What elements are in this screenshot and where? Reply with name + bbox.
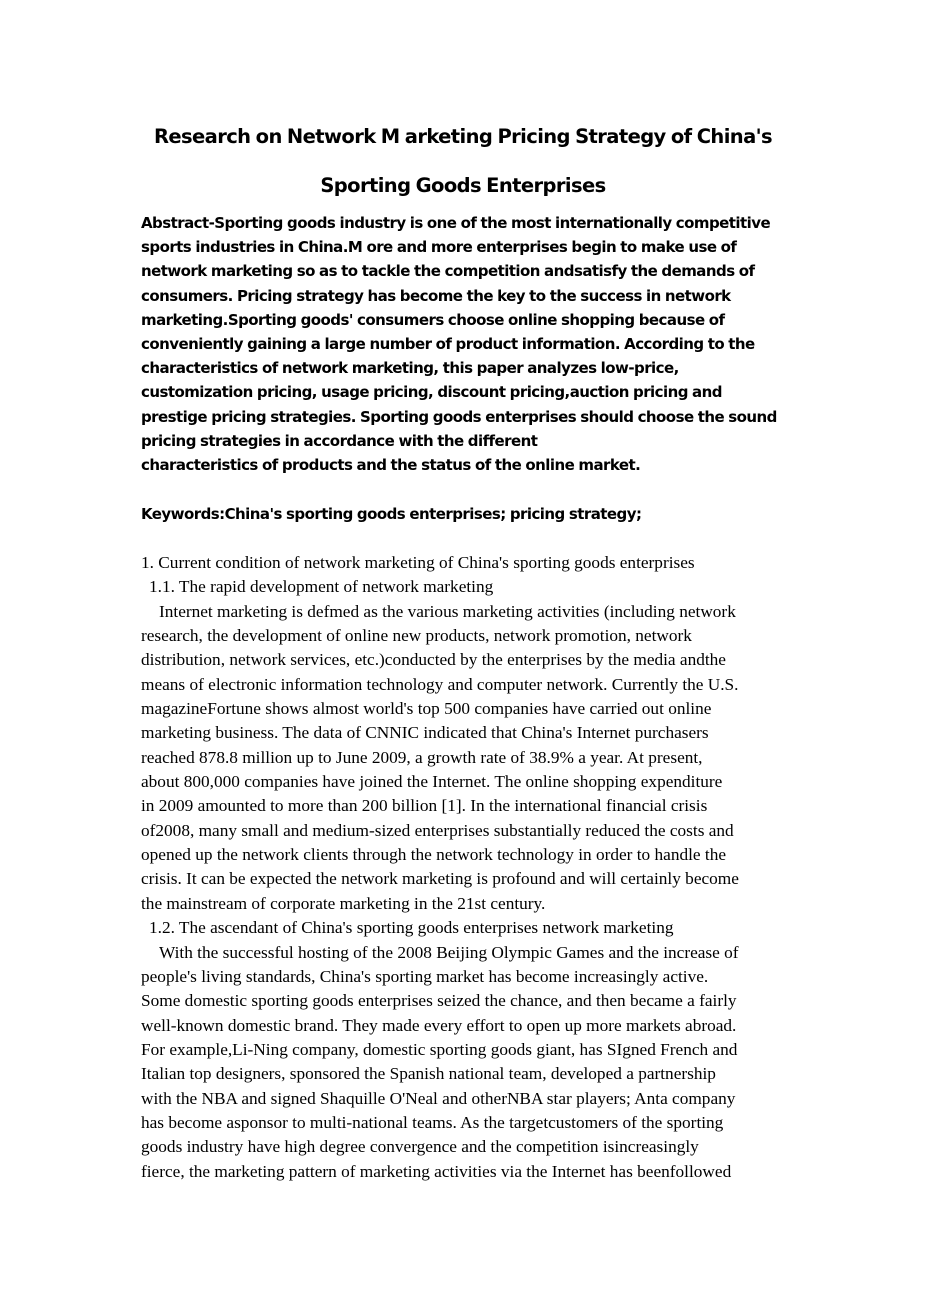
- body-text: [141, 551, 801, 1184]
- section-heading-1: 1. Current condition of network marketing of China's sporting goods enterprises: [141, 553, 695, 572]
- body-line: magazineFortune shows almost world's top 500 companies have carried out online: [141, 699, 712, 719]
- body-line: Some domestic sporting goods enterprises seized the chance, and then became a fairly: [141, 991, 737, 1011]
- abstract-line: characteristics of network marketing, this paper analyzes low-price,: [141, 359, 679, 378]
- body-line: has become asponsor to multi-national teams. As the targetcustomers of the sporting: [141, 1112, 724, 1132]
- body-line: means of electronic information technology and computer network. Currently the U.S.: [141, 674, 739, 694]
- paper-title-line-2: Sporting Goods Enterprises: [320, 174, 606, 197]
- abstract-line: Abstract-Sporting goods industry is one of the most internationally competitive: [141, 214, 771, 232]
- body-line: crisis. It can be expected the network marketing is profound and will certainly become: [141, 869, 739, 889]
- body-line: For example,Li-Ning company, domestic sporting goods giant, has SIgned French and: [141, 1039, 738, 1059]
- abstract-line: sports industries in China.M ore and more enterprises begin to make use of: [141, 238, 737, 257]
- body-line: reached 878.8 million up to June 2009, a growth rate of 38.9% a year. At present,: [141, 747, 703, 767]
- body-line: of2008, many small and medium-sized enterprises substantially reduced the costs and: [141, 820, 734, 840]
- body-line: Italian top designers, sponsored the Spanish national team, developed a partnership: [141, 1064, 716, 1084]
- abstract-line: customization pricing, usage pricing, discount pricing,auction pricing and: [141, 383, 722, 402]
- body-line: distribution, network services, etc.)conducted by the enterprises by the media andthe: [141, 650, 726, 670]
- body-line: with the NBA and signed Shaquille O'Neal and otherNBA star players; Anta company: [141, 1088, 736, 1108]
- body-line: fierce, the marketing pattern of marketing activities via the Internet has beenfollowed: [141, 1161, 732, 1181]
- body-line: With the successful hosting of the 2008 Beijing Olympic Games and the increase of: [159, 942, 739, 962]
- body-line: people's living standards, China's sporting market has become increasingly active.: [141, 966, 709, 986]
- body-line: about 800,000 companies have joined the Internet. The online shopping expenditure: [141, 772, 723, 792]
- abstract-line: prestige pricing strategies. Sporting goods enterprises should choose the sound: [141, 407, 777, 426]
- body-line: in 2009 amounted to more than 200 billion [1]. In the international financial crisis: [141, 796, 708, 816]
- abstract-line: characteristics of products and the status of the online market.: [141, 456, 641, 475]
- body-line: well-known domestic brand. They made every effort to open up more markets abroad.: [141, 1015, 737, 1035]
- keywords: Keywords:China's sporting goods enterprises; pricing strategy;: [141, 505, 642, 523]
- abstract: [141, 211, 791, 477]
- subsection-heading-1-1: 1.1. The rapid development of network marketing: [149, 577, 494, 597]
- body-line: goods industry have high degree convergence and the competition isincreasingly: [141, 1137, 699, 1157]
- body-line: research, the development of online new products, network promotion, network: [141, 626, 692, 646]
- abstract-line: consumers. Pricing strategy has become the key to the success in network: [141, 286, 731, 305]
- body-line: the mainstream of corporate marketing in the 21st century.: [141, 893, 546, 913]
- abstract-line: conveniently gaining a large number of product information. According to the: [141, 335, 755, 354]
- body-line: marketing business. The data of CNNIC indicated that China's Internet purchasers: [141, 723, 709, 743]
- body-line: Internet marketing is defmed as the various marketing activities (including network: [159, 601, 736, 621]
- body-line: opened up the network clients through the network technology in order to handle the: [141, 845, 727, 865]
- abstract-line: network marketing so as to tackle the competition andsatisfy the demands of: [141, 262, 755, 281]
- paper-title-line-1: Research on Network M arketing Pricing Strategy of China's: [153, 125, 773, 148]
- subsection-heading-1-2: 1.2. The ascendant of China's sporting goods enterprises network marketing: [149, 918, 674, 938]
- abstract-line: marketing.Sporting goods' consumers choose online shopping because of: [141, 310, 725, 329]
- abstract-line: pricing strategies in accordance with the different: [141, 431, 538, 450]
